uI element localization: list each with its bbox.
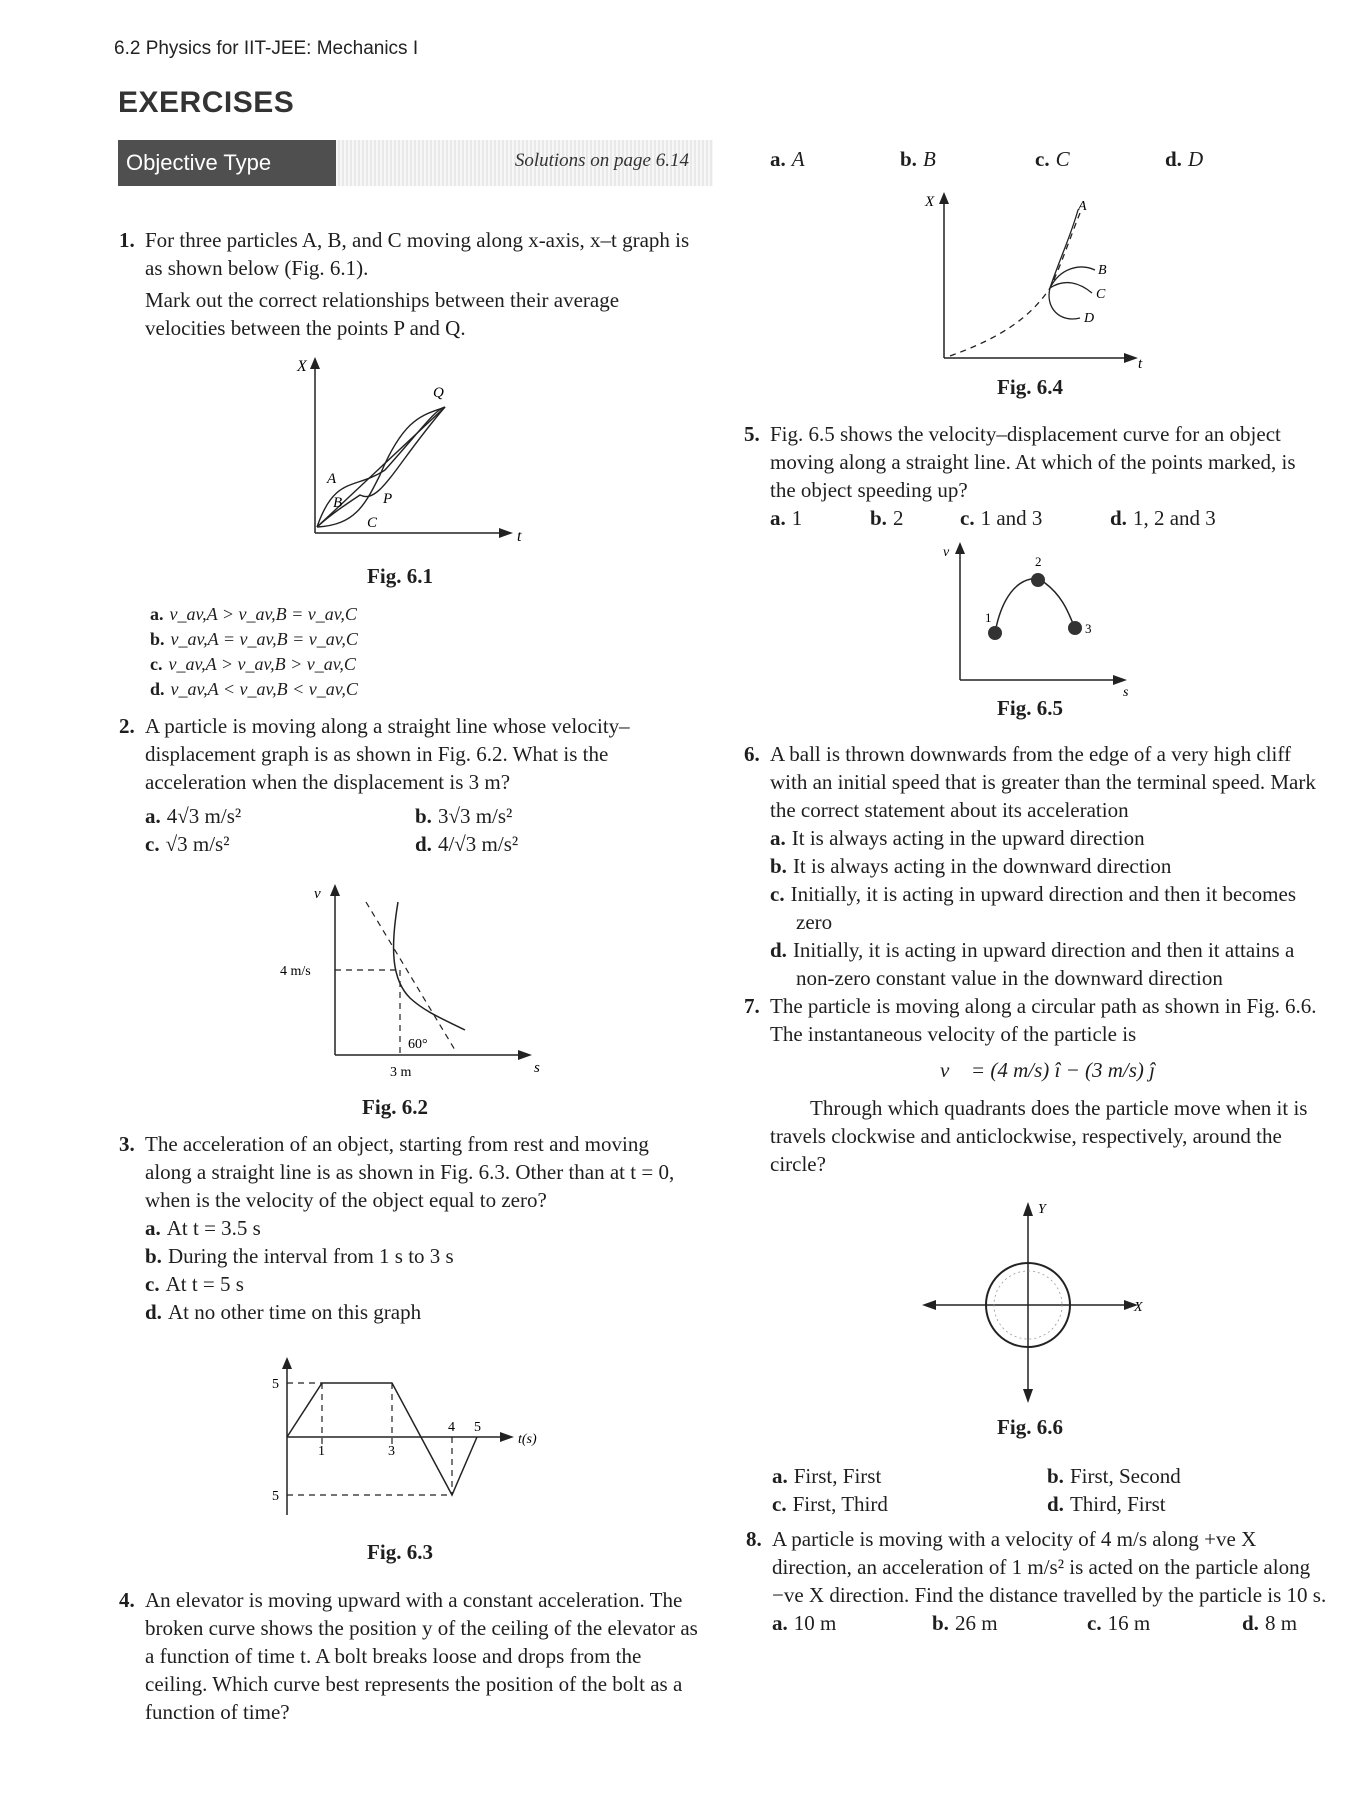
section-title: EXERCISES [118, 86, 295, 119]
option-c[interactable]: c. 16 m [1087, 1611, 1151, 1635]
point-label-q: Q [433, 385, 444, 401]
question-2 [119, 712, 700, 858]
t-tick-3: 3 [388, 1444, 395, 1459]
question-number: 3. [119, 1132, 135, 1156]
figure-caption: Fig. 6.3 [367, 1540, 433, 1564]
option-c[interactable]: c. First, Third [772, 1492, 888, 1516]
option-b[interactable]: b. First, Second [1047, 1464, 1181, 1488]
option-c[interactable]: c. v_av,A > v_av,B > v_av,C [150, 654, 356, 674]
option-b[interactable]: b. 2 [870, 506, 904, 530]
question-number: 5. [744, 422, 760, 446]
curve-label-a: A [327, 471, 337, 487]
solutions-note: Solutions on page 6.14 [514, 150, 689, 171]
question-stem: A ball is thrown downwards from the edge of a very high cliff with an initial speed that is greater than the terminal speed. Mark the correct statement about its acceleration [770, 742, 1316, 822]
question-6 [744, 740, 1325, 992]
question-stem: A particle is moving along a straight line whose velocity–displacement graph is as shown in Fig. 6.2. What is the acceleration when the displacement is 3 m? [145, 714, 630, 794]
point-label-3: 3 [1085, 621, 1092, 636]
point-label-1: 1 [985, 610, 992, 625]
question-stem: The acceleration of an object, starting from rest and moving along a straight line is as shown in Fig. 6.3. Other than at t = 0, when is the velocity of the object equal to zero? [145, 1132, 675, 1212]
option-b[interactable]: b. During the interval from 1 s to 3 s [145, 1244, 454, 1268]
q7-options [772, 1462, 1322, 1518]
option-c[interactable]: c. At t = 5 s [145, 1272, 244, 1296]
question-number: 4. [119, 1588, 135, 1612]
axis-label-x: X [1134, 1300, 1143, 1315]
option-c[interactable]: c. 1 and 3 [960, 506, 1043, 530]
option-d[interactable]: d. Third, First [1047, 1492, 1166, 1516]
question-1 [119, 226, 700, 342]
figure-caption: Fig. 6.2 [362, 1095, 428, 1119]
axis-label-v: v [943, 545, 950, 560]
t-tick-4: 4 [448, 1420, 455, 1435]
question-stem: An elevator is moving upward with a constant acceleration. The broken curve shows the position y of the ceiling of the elevator as a function of time t. A bolt breaks loose and drops from the ceiling. Which curve best represents the position of the bolt as a function of time? [145, 1588, 698, 1724]
axis-label-t: t [1138, 356, 1143, 372]
speed-label: 4 m/s [280, 964, 311, 979]
velocity-equation: v⃗ = (4 m/s) î − (3 m/s) ĵ [940, 1058, 1155, 1082]
question-stem-continued: Through which quadrants does the particle move when it is travels clockwise and anticlockwise, respectively, around the circle? [770, 1096, 1308, 1176]
figure-caption: Fig. 6.4 [997, 375, 1063, 399]
question-stem: The particle is moving along a circular path as shown in Fig. 6.6. The instantaneous velocity of the particle is [770, 994, 1317, 1046]
question-4 [119, 1586, 700, 1726]
question-7 [744, 992, 1325, 1178]
option-c[interactable]: c. Initially, it is acting in upward direction and then it becomes zero [770, 882, 1297, 934]
point-label-p: P [383, 491, 393, 507]
option-d[interactable]: d. 8 m [1242, 1611, 1298, 1635]
question-stem: For three particles A, B, and C moving along x-axis, x–t graph is as shown below (Fig. 6.1). [145, 228, 690, 280]
option-c[interactable]: c. C [1035, 147, 1070, 171]
option-a[interactable]: a. A [770, 147, 805, 171]
question-stem: A particle is moving with a velocity of 4 m/s along +ve X direction, an acceleration of 1 m/s² is acted on the particle along −ve X direction. Find the distance travelled by the particle is 10 s. [772, 1527, 1327, 1607]
disp-label: 3 m [390, 1065, 412, 1080]
left-column [119, 226, 700, 342]
option-a[interactable]: a. 10 m [772, 1611, 837, 1635]
question-number: 1. [119, 228, 135, 252]
figure-6-4 [920, 188, 1150, 372]
option-a[interactable]: a. It is always acting in the upward direction [770, 826, 1145, 850]
option-d[interactable]: d. At no other time on this graph [145, 1300, 422, 1324]
option-c[interactable]: c. √3 m/s² [145, 832, 230, 856]
figure-6-5 [935, 538, 1135, 700]
curve-label-b: B [333, 495, 343, 511]
q1-options [150, 602, 650, 702]
curve-label-c: C [367, 515, 378, 531]
figure-caption: Fig. 6.1 [367, 564, 433, 588]
figure-6-2 [280, 880, 550, 1080]
option-b[interactable]: b. 26 m [932, 1611, 998, 1635]
axis-label-t: t [517, 528, 522, 545]
point-label-2: 2 [1035, 554, 1042, 569]
option-b[interactable]: b. v_av,A = v_av,B = v_av,C [150, 629, 358, 649]
figure-6-6 [920, 1195, 1150, 1405]
y-tick-top: 5 [272, 1377, 279, 1392]
axis-label-y: Y [1038, 1202, 1046, 1217]
axis-label-s: s [1123, 685, 1129, 700]
option-a[interactable]: a. 4√3 m/s² [145, 804, 242, 828]
option-a[interactable]: a. 1 [770, 506, 803, 530]
axis-label-x: X [297, 358, 307, 375]
question-3 [119, 1130, 700, 1326]
option-b[interactable]: b. B [900, 147, 936, 171]
angle-label: 60° [408, 1037, 428, 1052]
figure-6-3 [262, 1355, 562, 1525]
option-b[interactable]: b. It is always acting in the downward direction [770, 854, 1172, 878]
option-d[interactable]: d. D [1165, 147, 1204, 171]
question-8 [746, 1525, 1327, 1637]
option-a[interactable]: a. First, First [772, 1464, 882, 1488]
question-number: 6. [744, 742, 760, 766]
axis-label-v: v [314, 886, 321, 902]
question-stem-continued: Mark out the correct relationships between their average velocities between the points P and Q. [145, 288, 620, 340]
figure-6-1 [285, 355, 530, 555]
axis-label-t: t(s) [518, 1432, 537, 1447]
figure-caption: Fig. 6.6 [997, 1415, 1063, 1439]
option-d[interactable]: d. 1, 2 and 3 [1110, 506, 1216, 530]
q4-options-row [770, 145, 1320, 173]
t-tick-5: 5 [474, 1420, 481, 1435]
question-number: 7. [744, 994, 760, 1018]
running-head: 6.2 Physics for IIT-JEE: Mechanics I [114, 38, 419, 59]
option-d[interactable]: d. 4/√3 m/s² [415, 832, 519, 856]
figure-caption: Fig. 6.5 [997, 696, 1063, 720]
t-tick-1: 1 [318, 1444, 325, 1459]
question-number: 2. [119, 714, 135, 738]
option-d[interactable]: d. v_av,A < v_av,B < v_av,C [150, 679, 358, 699]
question-number: 8. [746, 1527, 762, 1551]
option-a[interactable]: a. v_av,A > v_av,B = v_av,C [150, 604, 357, 624]
curve-label-a: A [1078, 199, 1087, 214]
axis-label-x: X [925, 194, 935, 210]
subsection-bar [118, 140, 713, 186]
curve-label-b: B [1098, 263, 1107, 278]
curve-label-c: C [1096, 287, 1106, 302]
question-stem: Fig. 6.5 shows the velocity–displacement curve for an object moving along a straight line. At which of the points marked, is the object speeding up? [770, 422, 1296, 502]
y-tick-bottom: 5 [272, 1489, 279, 1504]
subsection-title: Objective Type [118, 140, 336, 186]
curve-label-d: D [1084, 311, 1095, 326]
option-a[interactable]: a. At t = 3.5 s [145, 1216, 261, 1240]
option-b[interactable]: b. 3√3 m/s² [415, 804, 513, 828]
axis-label-s: s [534, 1060, 540, 1076]
option-d[interactable]: d. Initially, it is acting in upward direction and then it attains a non-zero constant value in the downward direction [770, 938, 1295, 990]
question-5 [744, 420, 1325, 532]
